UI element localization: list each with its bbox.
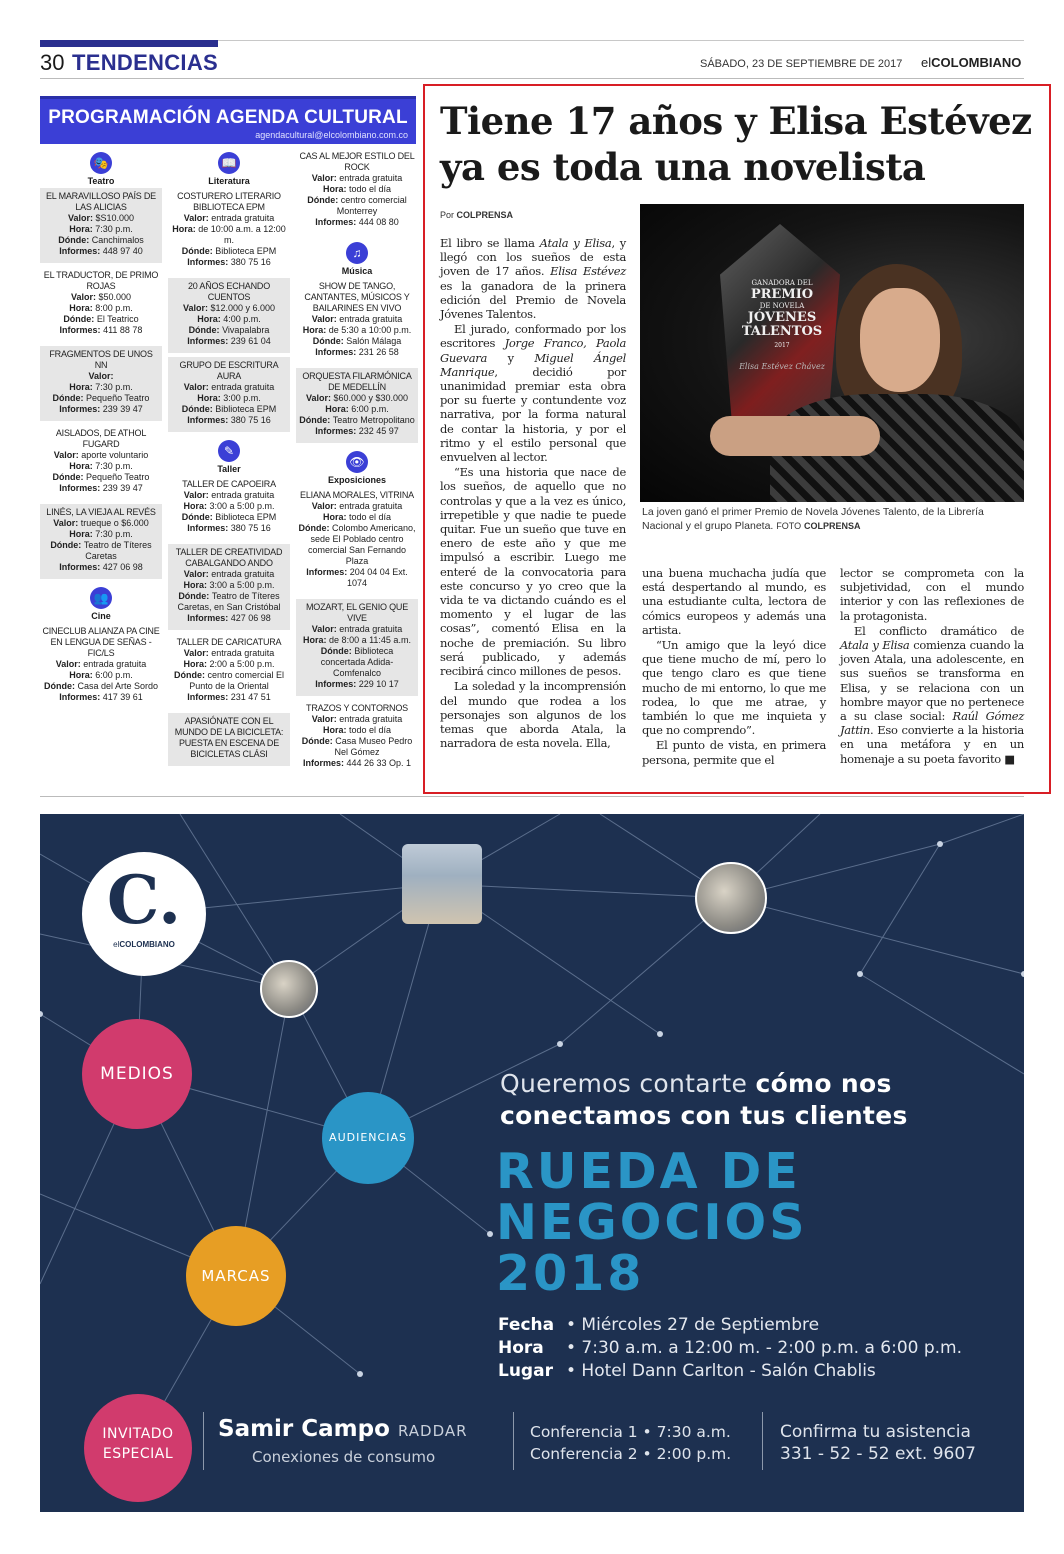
agenda-category bbox=[40, 583, 162, 621]
agenda-event-valor: Valor: entrada gratuita bbox=[55, 659, 147, 669]
agenda-event-informes: Informes: 444 26 33 Op. 1 bbox=[302, 758, 412, 768]
agenda-category bbox=[296, 238, 418, 276]
agenda-event-informes: Informes: 204 04 04 Ext. 1074 bbox=[306, 567, 408, 588]
conference-times bbox=[530, 1421, 731, 1465]
agenda-category-name: Música bbox=[341, 266, 373, 276]
agenda-event-title: TALLER DE CAPOEIRA bbox=[182, 479, 276, 489]
lead-line2-bold: conectamos con tus clientes bbox=[500, 1101, 908, 1130]
agenda-event-informes: Informes: 231 47 51 bbox=[187, 692, 271, 702]
agenda-category-name: Literatura bbox=[208, 176, 250, 186]
agenda-event-informes: Informes: 232 45 97 bbox=[315, 426, 399, 436]
agenda-event-valor: Valor: entrada gratuita bbox=[311, 714, 403, 724]
confirm-line2: 331 - 52 - 52 ext. 9607 bbox=[780, 1444, 976, 1464]
agenda-event-donde: Dónde: Canchimalos bbox=[58, 235, 144, 245]
brand-prefix: el bbox=[921, 55, 932, 70]
agenda-event-informes: Informes: 448 97 40 bbox=[59, 246, 143, 256]
event-detail-key: Fecha bbox=[498, 1315, 555, 1335]
agenda-event-donde: Dónde: Pequeño Teatro bbox=[52, 393, 150, 403]
agenda-event-hora: Hora: 3:00 a 5:00 p.m. bbox=[183, 501, 275, 511]
agenda-event-informes: Informes: 239 61 04 bbox=[187, 336, 271, 346]
agenda-event bbox=[296, 278, 418, 364]
ad-title bbox=[496, 1143, 808, 1302]
byline-name: COLPRENSA bbox=[456, 210, 514, 220]
agenda-event-donde: Dónde: Salón Málaga bbox=[312, 336, 402, 346]
article-paragraph: “Es una historia que nace de los sueños, de aquello que no controlas y que a la vez es único, irrepetible y que nadie te puede quitar. Fue un sueño que tuve en enero de este año y que me impulsó a escribir. Luego me enteré de la convocatoria para este concurso y yo creo que la vida te va dictando cuándo es el momento y el lugar de las cosas”, comentó Elisa en la noche de premiación. Su libro será publicado, y además recibirá cinco millones de pesos. bbox=[440, 465, 626, 679]
trophy-inscription bbox=[732, 279, 832, 353]
people-photo-circle bbox=[260, 960, 318, 1018]
conference-1: Conferencia 1 • 7:30 a.m. bbox=[530, 1423, 731, 1441]
agenda-event-informes: Informes: 231 26 58 bbox=[315, 347, 399, 357]
trophy-year: 2017 bbox=[774, 342, 790, 349]
agenda-event-valor: Valor: trueque o $6.000 bbox=[53, 518, 149, 528]
divider bbox=[513, 1412, 514, 1470]
agenda-event-hora: Hora: 2:00 a 5:00 p.m. bbox=[183, 659, 275, 669]
agenda-event bbox=[168, 188, 290, 274]
agenda-event-valor: Valor: entrada gratuita bbox=[311, 314, 403, 324]
agenda-event bbox=[296, 487, 418, 595]
event-detail-value: • Hotel Dann Carlton - Salón Chablis bbox=[566, 1361, 876, 1381]
agenda-category-name: Taller bbox=[217, 464, 241, 474]
divider bbox=[203, 1412, 204, 1470]
ad-title-line3: 2018 bbox=[496, 1245, 645, 1302]
agenda-event-hora: Hora: de 5:30 a 10:00 p.m. bbox=[302, 325, 412, 335]
article-paragraph: El libro se llama Atala y Elisa, y llegó con los sueños de esta joven de 17 años. Elisa Estévez es la ganadora de la prinera edición del Premio de Novela Jóvenes Talentos. bbox=[440, 236, 626, 322]
divider bbox=[762, 1412, 763, 1470]
agenda-event-title: TALLER DE CREATIVIDAD CABALGANDO ANDO bbox=[175, 547, 283, 568]
trophy-line3: TALENTOS bbox=[741, 324, 823, 339]
agenda-event bbox=[168, 713, 290, 766]
article-headline: Tiene 17 años y Elisa Estévez ya es toda una novelista bbox=[440, 99, 1032, 189]
agenda-event-informes: Informes: 380 75 16 bbox=[187, 257, 271, 267]
ad-lead-text bbox=[500, 1068, 908, 1132]
edition-date: SÁBADO, 23 DE SEPTIEMBRE DE 2017 bbox=[700, 58, 903, 70]
bubble-audiencias: AUDIENCIAS bbox=[322, 1092, 414, 1184]
event-detail-key: Hora bbox=[498, 1338, 544, 1358]
guest-subtitle: Conexiones de consumo bbox=[252, 1448, 436, 1466]
agenda-category bbox=[168, 436, 290, 474]
page-number: 30 bbox=[40, 50, 65, 75]
logo-text bbox=[82, 940, 206, 949]
agenda-event-title: APASIÓNATE CON EL MUNDO DE LA BICICLETA: PUESTA EN ESCENA DE BICICLETAS CLÁSI bbox=[174, 716, 284, 759]
advertisement bbox=[40, 814, 1024, 1512]
agenda-column-3 bbox=[296, 148, 418, 779]
conference-2: Conferencia 2 • 2:00 p.m. bbox=[530, 1445, 732, 1463]
agenda-category-name: Cine bbox=[91, 611, 111, 621]
agenda-event-informes: Informes: 380 75 16 bbox=[187, 415, 271, 425]
byline-prefix: Por bbox=[440, 210, 455, 220]
agenda-event-informes: Informes: 417 39 61 bbox=[59, 692, 143, 702]
agenda-event-title: ELIANA MORALES, VITRINA bbox=[300, 490, 414, 500]
agenda-event-hora: Hora: de 8:00 a 11:45 a.m. bbox=[303, 635, 411, 645]
agenda-event-title: FRAGMENTOS DE UNOS NN bbox=[49, 349, 153, 370]
article-paragraph: “Un amigo que la leyó dice que tiene mucho de mí, pero lo que tengo claro es que tiene mucho de mi entorno, lo que me rodea, lo que me atrae, y también lo que me inquieta y que no comprendo”. bbox=[642, 638, 826, 738]
agenda-category bbox=[296, 447, 418, 485]
logo-prefix: el bbox=[113, 940, 120, 949]
caption-credit-prefix: FOTO bbox=[776, 521, 802, 531]
agenda-event-valor: Valor: entrada gratuita bbox=[183, 648, 275, 658]
article-paragraph: El jurado, conformado por los escritores Jorge Franco, Paola Guevara y Miguel Ángel Manrique, decidió por unanimidad premiar esta obra por su fuerte y contundente voz narrativa, por la forma natural de contar la historia, y por el ritmo y el estilo personal que envuelven al lector. bbox=[440, 322, 626, 465]
agenda-event-valor: Valor: bbox=[88, 371, 114, 381]
team-photo-circle bbox=[695, 862, 767, 934]
masks-icon: 🎭 bbox=[90, 152, 112, 174]
bubble-marcas: MARCAS bbox=[186, 1226, 286, 1326]
agenda-event-title: TALLER DE CARICATURA bbox=[176, 637, 282, 647]
event-detail-row bbox=[498, 1337, 962, 1360]
agenda-event bbox=[296, 700, 418, 775]
agenda-event bbox=[296, 368, 418, 443]
agenda-event-title: SHOW DE TANGO, CANTANTES, MÚSICOS Y BAILARINES EN VIVO bbox=[304, 281, 410, 313]
agenda-event-donde: Dónde: Biblioteca concertada Adida-Comfenalco bbox=[320, 646, 394, 678]
guest-name-text: Samir Campo bbox=[218, 1416, 390, 1442]
agenda-event-title: TRAZOS Y CONTORNOS bbox=[306, 703, 408, 713]
agenda-event-donde: Dónde: Biblioteca EPM bbox=[181, 246, 277, 256]
agenda-event-valor: Valor: $50.000 bbox=[70, 292, 132, 302]
article-column-1 bbox=[440, 236, 626, 751]
agenda-event-donde: Dónde: Teatro Metropolitano bbox=[299, 415, 415, 425]
event-detail-row bbox=[498, 1314, 962, 1337]
agenda-event-donde: Dónde: centro comercial El Punto de la Oriental bbox=[173, 670, 285, 691]
trophy-line1: PREMIO bbox=[750, 287, 814, 302]
agenda-event-title: GRUPO DE ESCRITURA AURA bbox=[179, 360, 279, 381]
event-detail-row bbox=[498, 1360, 962, 1383]
agenda-category-name: Teatro bbox=[87, 176, 115, 186]
agenda-category-name: Exposiciones bbox=[327, 475, 387, 485]
agenda-event-hora: Hora: 8:00 p.m. bbox=[69, 303, 133, 313]
article-paragraph: La soledad y la incomprensión del mundo que rodea a los personajes son algunos de los temas que aborda Atala, la narradora de esta novela. Ella, bbox=[440, 679, 626, 751]
bubble-medios: MEDIOS bbox=[82, 1019, 192, 1129]
agenda-event-informes: Informes: 229 10 17 bbox=[315, 679, 399, 689]
article-photo bbox=[640, 204, 1024, 502]
agenda-event-title: ORQUESTA FILARMÓNICA DE MEDELLÍN bbox=[302, 371, 412, 392]
trophy-signature: Elisa Estévez Chávez bbox=[739, 362, 825, 371]
newspaper-brand bbox=[921, 55, 1021, 70]
agenda-event bbox=[40, 346, 162, 421]
agenda-event-title: 20 AÑOS ECHANDO CUENTOS bbox=[187, 281, 271, 302]
header-rule bbox=[40, 78, 1024, 79]
agenda-event-valor: Valor: entrada gratuita bbox=[183, 569, 275, 579]
agenda-event-hora: Hora: 7:30 p.m. bbox=[69, 224, 133, 234]
agenda-event-hora: Hora: 7:30 p.m. bbox=[69, 382, 133, 392]
event-details bbox=[498, 1314, 962, 1383]
agenda-category bbox=[40, 148, 162, 186]
agenda-event bbox=[40, 425, 162, 500]
agenda-event-donde: Dónde: Pequeño Teatro bbox=[52, 472, 150, 482]
agenda-event-informes: Informes: 380 75 16 bbox=[187, 523, 271, 533]
ad-title-line2: NEGOCIOS bbox=[496, 1194, 808, 1251]
lead-line1: Queremos contarte bbox=[500, 1069, 756, 1098]
agenda-event-hora: Hora: 3:00 a 5:00 p.m. bbox=[183, 580, 275, 590]
agenda-event-informes: Informes: 427 06 98 bbox=[187, 613, 271, 623]
agenda-event-donde: Dónde: Vivapalabra bbox=[188, 325, 270, 335]
agenda-event-donde: Dónde: Casa del Arte Sordo bbox=[43, 681, 159, 691]
trophy-small: DE NOVELA bbox=[759, 302, 805, 310]
caption-credit: COLPRENSA bbox=[804, 521, 861, 531]
agenda-event-title: CAS AL MEJOR ESTILO DEL ROCK bbox=[299, 151, 415, 172]
agenda-event-donde: Dónde: Biblioteca EPM bbox=[181, 512, 277, 522]
agenda-event bbox=[168, 357, 290, 432]
event-detail-value: • 7:30 a.m. a 12:00 m. - 2:00 p.m. a 6:00 p.m. bbox=[566, 1338, 963, 1358]
agenda-event-donde: Dónde: centro comercial Monterrey bbox=[307, 195, 407, 216]
agenda-event-informes: Informes: 444 08 80 bbox=[315, 217, 399, 227]
agenda-column-2 bbox=[168, 148, 290, 770]
agenda-event bbox=[168, 278, 290, 353]
brand-name: COLOMBIANO bbox=[931, 55, 1022, 70]
agenda-event-hora: Hora: 4:00 p.m. bbox=[197, 314, 261, 324]
agenda-event-hora: Hora: 6:00 p.m. bbox=[69, 670, 133, 680]
person-face bbox=[860, 288, 940, 392]
agenda-event-title: EL TRADUCTOR, DE PRIMO ROJAS bbox=[43, 270, 159, 291]
agenda-event bbox=[168, 634, 290, 709]
agenda-event-hora: Hora: todo el día bbox=[322, 512, 392, 522]
person-arm bbox=[710, 416, 880, 456]
street-photo bbox=[402, 844, 482, 924]
guest-company: RADDAR bbox=[397, 1422, 468, 1440]
agenda-event-title: CINECLUB ALIANZA PA CINE EN LENGUA DE SEÑAS -FIC/LS bbox=[42, 626, 160, 658]
agenda-event-title: EL MARAVILLOSO PAÍS DE LAS ALICIAS bbox=[46, 191, 156, 212]
guest-name bbox=[218, 1416, 468, 1442]
agenda-event-donde: Dónde: El Teatrico bbox=[63, 314, 139, 324]
logo-letter: C. bbox=[106, 861, 182, 939]
event-detail-value: • Miércoles 27 de Septiembre bbox=[566, 1315, 820, 1335]
agenda-event-title: AISLADOS, DE ATHOL FUGARD bbox=[55, 428, 147, 449]
agenda-event-title: MOZART, EL GENIO QUE VIVE bbox=[305, 602, 409, 623]
caption-text: La joven ganó el primer Premio de Novela Jóvenes Talento, de la Librería Nacional y el grupo Planeta. bbox=[642, 506, 984, 532]
agenda-event-valor: Valor: $12.000 y 6.000 bbox=[182, 303, 276, 313]
event-detail-key: Lugar bbox=[498, 1361, 553, 1381]
audience-icon: 👥 bbox=[90, 587, 112, 609]
agenda-event-valor: Valor: $60.000 y $30.000 bbox=[305, 393, 409, 403]
confirm-line1: Confirma tu asistencia bbox=[780, 1422, 971, 1442]
agenda-event-hora: Hora: todo el día bbox=[322, 725, 392, 735]
confirm-contact bbox=[780, 1421, 976, 1465]
agenda-event-donde: Dónde: Casa Museo Pedro Nel Gómez bbox=[301, 736, 413, 757]
agenda-title: PROGRAMACIÓN AGENDA CULTURAL bbox=[48, 107, 408, 128]
agenda-category bbox=[168, 148, 290, 186]
agenda-event bbox=[168, 544, 290, 630]
agenda-event-valor: Valor: $S10.000 bbox=[67, 213, 135, 223]
article-column-2 bbox=[642, 566, 826, 768]
agenda-event-valor: Valor: entrada gratuita bbox=[311, 173, 403, 183]
agenda-event bbox=[168, 476, 290, 540]
invitado-line2: ESPECIAL bbox=[102, 1446, 174, 1462]
agenda-event-valor: Valor: entrada gratuita bbox=[311, 501, 403, 511]
agenda-event-informes: Informes: 411 88 78 bbox=[59, 325, 143, 335]
lead-line1-bold: cómo nos bbox=[755, 1069, 892, 1098]
music-note-icon: ♫ bbox=[346, 242, 368, 264]
section-color-bar bbox=[40, 40, 218, 47]
agenda-event-informes: Informes: 239 39 47 bbox=[59, 404, 143, 414]
article-paragraph: lector se comprometa con la subjetividad, con el mundo interior y con las reflexiones de la protagonista. bbox=[840, 566, 1024, 623]
invitado-line1: INVITADO bbox=[102, 1426, 174, 1442]
agenda-header bbox=[40, 96, 416, 144]
agenda-event-title: COSTURERO LITERARIO BIBLIOTECA EPM bbox=[177, 191, 281, 212]
agenda-event-hora: Hora: 7:30 p.m. bbox=[69, 461, 133, 471]
agenda-event bbox=[296, 148, 418, 234]
agenda-event-informes: Informes: 427 06 98 bbox=[59, 562, 143, 572]
agenda-event bbox=[40, 623, 162, 709]
article-byline bbox=[440, 210, 513, 220]
agenda-event-donde: Dónde: Colombo Americano, sede El Poblado centro comercial San Fernando Plaza bbox=[298, 523, 416, 566]
agenda-event-valor: Valor: entrada gratuita bbox=[311, 624, 403, 634]
eye-icon: 👁 bbox=[346, 451, 368, 473]
logo-name: COLOMBIANO bbox=[119, 940, 175, 949]
article-paragraph: una buena muchacha judía que está despertando al mundo, es una estudiante culta, lectora de cómics europeos y además una artista. bbox=[642, 566, 826, 637]
agenda-event-hora: Hora: 6:00 p.m. bbox=[325, 404, 389, 414]
agenda-event bbox=[40, 188, 162, 263]
agenda-event-hora: Hora: de 10:00 a.m. a 12:00 m. bbox=[172, 224, 286, 245]
article-paragraph: El conflicto dramático de Atala y Elisa comienza cuando la joven Atala, una adolescente, en sus sueños se transforma en Elisa, y se relaciona con un hombre mayor que no pertenece a su clase social: Raúl Gómez Jattin. Eso convierte a la historia en una metáfora y en un homenaje a su poeta favorito ■ bbox=[840, 623, 1024, 766]
agenda-event-valor: Valor: entrada gratuita bbox=[183, 382, 275, 392]
article-column-3 bbox=[840, 566, 1024, 767]
agenda-event bbox=[40, 504, 162, 579]
agenda-event-valor: Valor: entrada gratuita bbox=[183, 490, 275, 500]
article-paragraph: El punto de vista, en primera persona, permite que el bbox=[642, 738, 826, 767]
photo-caption bbox=[642, 505, 1024, 533]
agenda-event bbox=[296, 599, 418, 696]
agenda-event-valor: Valor: entrada gratuita bbox=[183, 213, 275, 223]
agenda-email: agendacultural@elcolombiano.com.co bbox=[255, 130, 408, 140]
agenda-event-hora: Hora: 3:00 p.m. bbox=[197, 393, 261, 403]
agenda-event-title: LINÉS, LA VIEJA AL REVÉS bbox=[46, 507, 156, 517]
agenda-event-hora: Hora: todo el día bbox=[322, 184, 392, 194]
agenda-event-informes: Informes: 239 39 47 bbox=[59, 483, 143, 493]
agenda-column-1 bbox=[40, 148, 162, 713]
agenda-event bbox=[40, 267, 162, 342]
ad-title-line1: RUEDA DE bbox=[496, 1143, 801, 1200]
trophy-line2: JÓVENES bbox=[747, 310, 817, 325]
agenda-event-hora: Hora: 7:30 p.m. bbox=[69, 529, 133, 539]
book-icon: 📖 bbox=[218, 152, 240, 174]
agenda-event-donde: Dónde: Teatro de Títeres Caretas, en San Cristóbal bbox=[177, 591, 281, 612]
section-title: TENDENCIAS bbox=[72, 50, 219, 75]
bubble-invitado-especial bbox=[84, 1394, 192, 1502]
ad-rule bbox=[40, 796, 1024, 797]
elcolombiano-logo bbox=[82, 852, 206, 976]
pencil-icon: ✎ bbox=[218, 440, 240, 462]
trophy-top: GANADORA DEL bbox=[751, 279, 813, 287]
agenda-event-donde: Dónde: Teatro de Títeres Caretas bbox=[50, 540, 152, 561]
agenda-event-valor: Valor: aporte voluntario bbox=[53, 450, 149, 460]
agenda-event-donde: Dónde: Biblioteca EPM bbox=[181, 404, 277, 414]
